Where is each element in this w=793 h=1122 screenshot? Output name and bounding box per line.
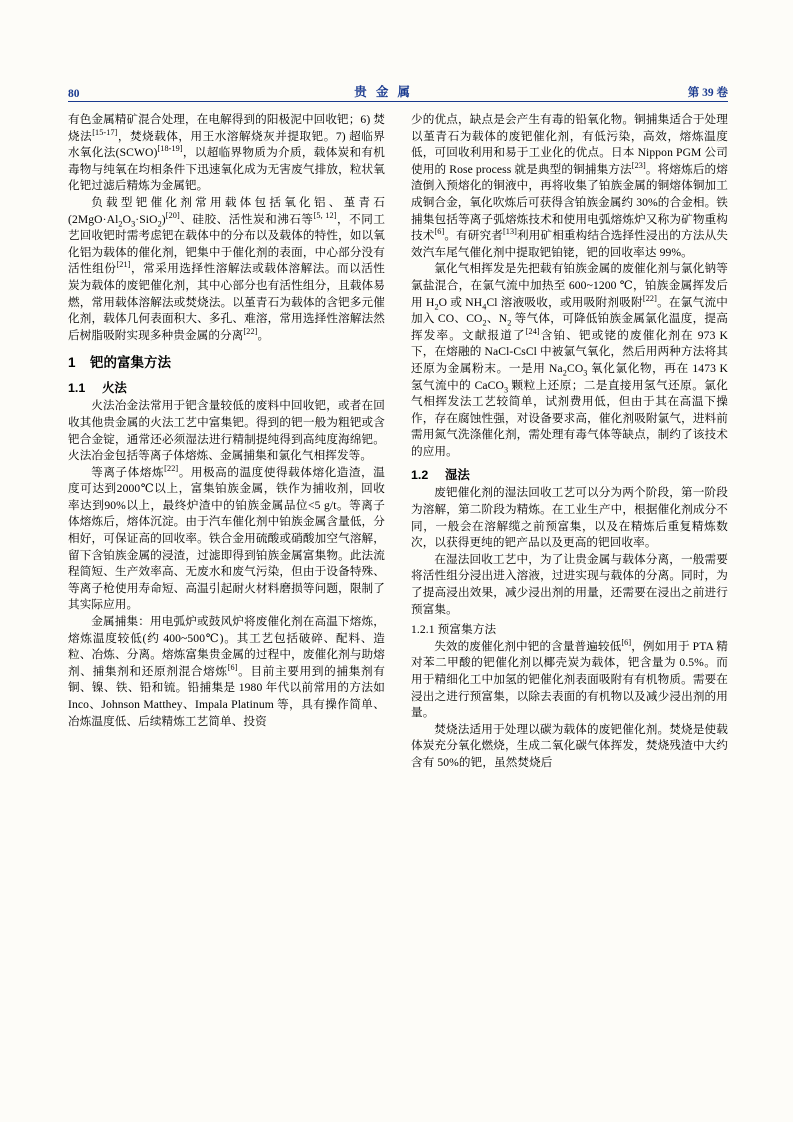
section-title: 钯的富集方法 [90,355,171,371]
para-pyro-intro: 火法冶金法常用于钯含量较低的废料中回收钯，或者在回收其他贵金属的火法工艺中富集钯。得到的钯一般为粗钯或含钯合金锭，通常还必须湿法进行精制提纯得到高纯度海绵钯。火法冶金包括等离子体熔炼、金属捕集和氯化气相挥发等。 [68,399,385,463]
para-lead-drawback: 少的优点，缺点是会产生有毒的铅氧化物。铜捕集适合于处理以堇青石为载体的废钯催化剂，有低污染，高效，熔炼温度低，可回收利用和易于工业化的优点。日本 Nippon PGM 公司使用的 Rose process 就是典型的铜捕集方法[23]。将熔炼后的熔渣倒入预熔化的铜液中，再将收集了铂族金属的铜熔体铜加工成铜合金，氧化吹炼后可获得含铂族金属约 30%的合金相。铁捕集包括等离子弧熔炼技术和使用电弧熔炼炉又称为矿物重构技术[6]。有研究者[13]利用矿相重构结合选择性浸出的方法从失效汽车尾气催化剂中提取钯铂铑，钯的回收率达 99%。 [411,113,728,259]
para-metal-mix: 有色金属精矿混合处理，在电解得到的阳极泥中回收钯；6) 焚烧法[15-17]，焚烧载体，用王水溶解烧灰并提取钯。7) 超临界水氧化法(SCWO)[18-19]，以超临界物质为介质，载体炭和有机毒物与纯氧在均相条件下迅速氧化成为无害废气排放，粒状氧化钯过滤后精炼为金属钯。 [68,113,385,193]
section-1-2-1-heading: 1.2.1 预富集方法 [411,623,497,637]
left-column [68,112,385,772]
header-rule [68,101,728,102]
para-support-types: 负载型钯催化剂常用载体包括氧化铝、堇青石$(2MgO\cdot Al_2O_3\cdot SiO_2)[20]$、硅胶、活性炭和沸石等[5, 12]，不同工艺回收钯时需考虑钯在载体中的分布以及载体的特性，如以氧化铝为载体的催化剂，钯集中于催化剂的表面，中心部分没有活性组份[21]，常采用选择性溶解法或载体溶解法。而以活性炭为载体的废钯催化剂，其中心部分也有活性组分，且载体易燃，常用载体溶解法或焚烧法。以堇青石为载体的含钯多元催化剂，载体几何表面积大、多孔、难溶，常用选择性溶解法然后树脂吸附实现多种贵金属的分离[22]。 [68,195,386,342]
para-hydro-intro: 废钯催化剂的湿法回收工艺可以分为两个阶段，第一阶段为溶解，第二阶段为精炼。在工业生产中，根据催化剂成分不同，一般会在溶解缆之前预富集，以及在精炼后重复精炼数次，以获得更纯的钯产品以及更高的钯回收率。 [411,486,728,550]
para-metal-capture: 金属捕集：用电弧炉或鼓风炉将废催化剂在高温下熔炼，熔炼温度较低(约 400~500℃)。其工艺包括破碎、配料、造粒、冶炼、分离。熔炼富集贵金属的过程中，废催化剂与助熔剂、捕集剂和还原剂混合熔炼[6]。目前主要用到的捕集剂有铜、镍、铁、铅和锍。铅捕集是 1980 年代以前常用的方法如 Inco、Johnson Matthey、Impala Platinum 等，具有操作简单、冶炼温度低、后续精炼工艺简单、投资 [68,615,385,728]
para-incineration: 焚烧法适用于处理以碳为载体的废钯催化剂。焚烧是使载体炭充分氧化燃烧，生成二氧化碳气体挥发，焚烧残渣中大约含有 50%的钯，虽然焚烧后 [411,722,728,769]
subsection-title: 火法 [102,381,127,396]
page-header [68,78,728,100]
para-hydro-separation: 在湿法回收工艺中，为了让贵金属与载体分离，一般需要将活性组分浸出进入溶液，过进实现与载体的分离。同时，为了提高浸出效果，减少浸出剂的用量，还需要在浸出之前进行预富集。 [411,552,728,616]
section-1-heading [68,353,385,373]
body-columns [68,112,728,772]
para-preconcentration: 失效的废催化剂中钯的含量普遍较低[6]，例如用于 PTA 精对苯二甲酸的钯催化剂以椰壳炭为载体，钯含量为 0.5%。而用于精细化工中加氢的钯催化剂表面吸附有有机物质。需要在浸出之进行预富集，以除去表面的有机物以及减少浸出剂的用量。 [411,637,728,720]
para-chlorination: 氯化气相挥发是先把载有铂族金属的废催化剂与氯化钠等氯盐混合，在氯气流中加热至 600~1200 ℃，铂族金属挥发后用 $H_2O$ 或 $NH_4Cl$ 溶液吸收，或用吸附剂吸附[22]。在氯气流中加入 CO、$CO_2$、$N_2$ 等气体，可降低铂族金属氯化温度，提高挥发率。文献报道了[24]含铂、钯或铑的废催化剂在 973 K 下，在熔融的 NaCl-CsCl 中被氯气氧化，然后用两种方法将其还原为金属粉末。一是用 $Na_2CO_3$ 氧化氯化物，再在 1473 K 氢气流中的 CaCO$_3$ 颗粒上还原；二是直接用氢气还原。氯化气相挥发法工艺较简单，试剂费用低，但由于其在高温下操作，存在腐蚀性强，对设备要求高，催化剂吸附氯气，进料前需用氮气洗涤催化剂，需处理有毒气体等缺点，制约了该技术的应用。 [411,262,728,458]
right-column [411,112,728,772]
section-number: 1 [68,355,76,371]
header-page-number: 80 [68,88,80,100]
subsection-title: 湿法 [445,468,470,483]
section-1-2-heading [411,466,728,484]
header-volume: 第 39 卷 [687,87,728,99]
subsection-number: 1.1 [68,381,86,396]
subsection-number: 1.2 [411,468,429,483]
para-plasma-smelting: 等离子体熔炼[22]。用极高的温度使得载体熔化造渣，温度可达到2000℃以上，富集铂族金属，铁作为捕收剂，回收率达到90%以上，最终炉渣中的铂族金属品位<5 g/t。等离子体熔炼后，熔体沉淀。由于汽车催化剂中铂族金属含量低，分相好，可保证高的回收率。铁合金用硫酸或硝酸加空气溶解，留下含铂族金属的浸渣，过滤即得到铂族金属富集物。此法流程简短、生产效率高、无废水和废气污染，但由于设备特殊、等离子枪使用寿命短、高温引起耐火材料磨损等问题，限制了其实际应用。 [68,463,385,612]
header-journal-title: 贵 金 属 [354,85,413,99]
section-1-1-heading [68,379,385,397]
